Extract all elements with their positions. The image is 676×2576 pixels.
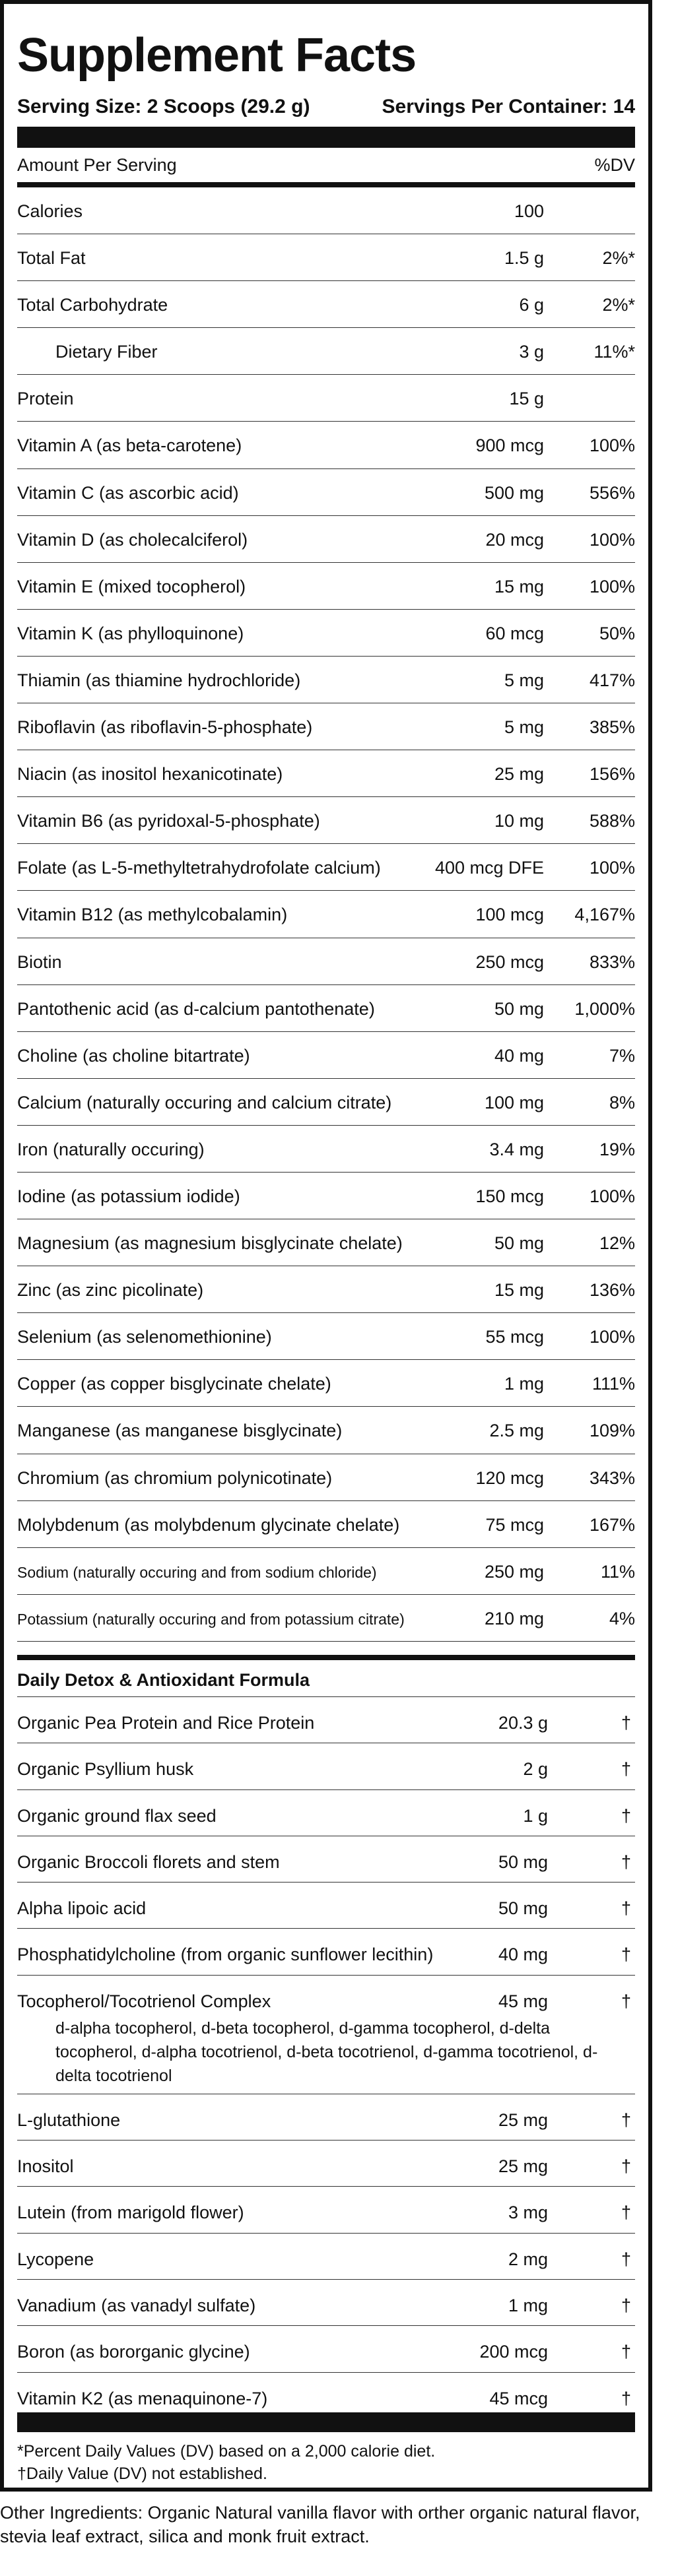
nutrient-row [17, 1313, 635, 1360]
nutrient-row [17, 516, 635, 563]
nutrient-row [17, 938, 635, 985]
nutrient-name: Niacin (as inositol hexanicotinate) [17, 764, 283, 785]
nutrient-amount: 20 mcg [485, 529, 544, 550]
nutrient-dv: 1,000% [574, 998, 635, 1019]
formula-row [17, 1697, 635, 1743]
nutrient-name: Total Fat [17, 248, 86, 269]
nutrient-dv: 2%* [602, 248, 635, 269]
nutrient-row [17, 1548, 635, 1595]
nutrient-name: Protein [17, 389, 74, 409]
nutrient-dv: 111% [592, 1374, 635, 1394]
nutrient-dv: 11%* [593, 342, 635, 362]
nutrient-dv: 8% [609, 1092, 635, 1112]
ingredient-amount: 1 mg [508, 2295, 548, 2315]
nutrient-row [17, 1032, 635, 1079]
nutrient-amount: 210 mg [484, 1608, 544, 1628]
ingredient-dv: † [621, 2249, 631, 2269]
nutrient-amount: 10 mg [494, 811, 544, 831]
ingredient-detail: d-alpha tocopherol, d-beta tocopherol, d-gamma tocopherol, d-delta tocopherol, d-alpha tocotrienol, d-beta tocotrienol, d-gamma tocotrienol, d-delta tocotrienol [55, 2018, 598, 2085]
serving-info [17, 94, 635, 120]
nutrient-amount: 400 mcg DFE [434, 858, 544, 878]
nutrient-dv: 100% [589, 576, 635, 596]
nutrient-row [17, 750, 635, 797]
nutrient-dv: 588% [589, 811, 635, 831]
nutrient-amount: 15 mg [494, 576, 544, 596]
formula-row [17, 1743, 635, 1789]
nutrient-name: Thiamin (as thiamine hydrochloride) [17, 670, 301, 690]
ingredient-dv: † [621, 1805, 631, 1826]
formula-row [17, 2234, 635, 2280]
nutrient-dv: 156% [589, 764, 635, 785]
nutrient-row [17, 1595, 635, 1642]
nutrient-amount: 75 mcg [485, 1514, 544, 1535]
nutrient-dv: 385% [589, 717, 635, 738]
nutrient-name: Selenium (as selenomethionine) [17, 1327, 272, 1347]
nutrient-row [17, 1079, 635, 1126]
ingredient-amount: 45 mcg [489, 2388, 548, 2408]
ingredient-dv: † [621, 2342, 631, 2362]
nutrient-amount: 100 [514, 201, 544, 221]
nutrient-row [17, 187, 635, 234]
nutrient-dv: 100% [589, 529, 635, 550]
panel-title: Supplement Facts [17, 29, 417, 82]
nutrient-row [17, 797, 635, 844]
ingredient-name: Tocopherol/Tocotrienol Complex [17, 1991, 271, 2011]
ingredient-amount: 2 mg [508, 2249, 548, 2269]
amount-per-serving-header: Amount Per Serving [17, 155, 177, 175]
ingredient-amount: 50 mg [498, 1852, 548, 1872]
ingredient-name: Organic Pea Protein and Rice Protein [17, 1713, 315, 1733]
nutrient-amount: 60 mcg [485, 623, 544, 643]
dv-header: %DV [594, 155, 635, 175]
formula-row [17, 1883, 635, 1929]
ingredient-name: Organic ground flax seed [17, 1805, 217, 1826]
formula-row [17, 2094, 635, 2141]
nutrient-name: Chromium (as chromium polynicotinate) [17, 1467, 333, 1488]
nutrient-name: Magnesium (as magnesium bisglycinate chelate) [17, 1233, 403, 1254]
nutrient-amount: 100 mcg [475, 905, 544, 925]
nutrient-amount: 250 mcg [475, 951, 544, 972]
nutrient-dv: 100% [589, 1327, 635, 1347]
servings-per-container: Servings Per Container: 14 [382, 96, 635, 117]
nutrient-dv: 11% [600, 1561, 635, 1582]
nutrient-amount: 120 mcg [475, 1467, 544, 1488]
nutrient-dv: 136% [589, 1280, 635, 1301]
nutrient-dv: 100% [589, 1186, 635, 1206]
ingredient-name: Lutein (from marigold flower) [17, 2203, 244, 2223]
ingredient-amount: 25 mg [498, 2109, 548, 2130]
column-header [17, 148, 635, 187]
formula-row [17, 2326, 635, 2372]
nutrient-name: Calories [17, 201, 83, 221]
ingredient-dv: † [621, 2295, 631, 2315]
nutrient-amount: 40 mg [494, 1045, 544, 1066]
nutrient-amount: 6 g [519, 295, 544, 315]
nutrient-row [17, 469, 635, 516]
formula-section-title: Daily Detox & Antioxidant Formula [17, 1655, 635, 1697]
formula-list [17, 1697, 635, 2419]
nutrient-name: Vitamin D (as cholecalciferol) [17, 529, 248, 550]
nutrient-dv: 167% [589, 1514, 635, 1535]
nutrient-row [17, 1126, 635, 1173]
nutrient-dv: 12% [599, 1233, 635, 1254]
nutrient-row [17, 1173, 635, 1219]
nutrient-row [17, 1266, 635, 1313]
dv-footnote: *Percent Daily Values (DV) based on a 2,000 calorie diet. [17, 2442, 436, 2461]
nutrient-dv: 109% [589, 1421, 635, 1441]
nutrient-amount: 900 mcg [475, 435, 544, 456]
nutrient-row [17, 657, 635, 703]
ingredient-name: Organic Broccoli florets and stem [17, 1852, 280, 1872]
formula-row [17, 1976, 635, 2094]
nutrient-dv: 343% [589, 1467, 635, 1488]
ingredient-amount: 50 mg [498, 1898, 548, 1919]
nutrient-dv: 100% [589, 435, 635, 456]
nutrient-name: Vitamin K (as phylloquinone) [17, 623, 244, 643]
nutrient-amount: 150 mcg [475, 1186, 544, 1206]
nutrient-amount: 15 mg [494, 1280, 544, 1301]
formula-row [17, 1836, 635, 1883]
serving-size: Serving Size: 2 Scoops (29.2 g) [17, 96, 310, 117]
ingredient-dv: † [621, 2156, 631, 2177]
ingredient-name: Phosphatidylcholine (from organic sunflower lecithin) [17, 1945, 434, 1965]
formula-row [17, 2280, 635, 2326]
nutrient-amount: 5 mg [504, 670, 544, 690]
ingredient-amount: 45 mg [498, 1991, 548, 2011]
thick-divider-bottom [17, 2412, 635, 2432]
nutrient-name: Iodine (as potassium iodide) [17, 1186, 240, 1206]
nutrient-row [17, 1219, 635, 1266]
nutrient-name: Iron (naturally occuring) [17, 1139, 205, 1159]
other-ingredients: Other Ingredients: Organic Natural vanilla flavor with orther organic natural flavor, stevia leaf extract, silica and monk fruit extract. [0, 2503, 640, 2546]
nutrient-dv: 4,167% [574, 905, 635, 925]
nutrient-amount: 250 mg [484, 1561, 544, 1582]
nutrient-name: Vitamin C (as ascorbic acid) [17, 482, 239, 503]
ingredient-amount: 25 mg [498, 2156, 548, 2177]
ingredient-amount: 40 mg [498, 1945, 548, 1965]
ingredient-dv: † [621, 2203, 631, 2223]
nutrient-name: Biotin [17, 951, 62, 972]
nutrient-row [17, 844, 635, 891]
nutrient-amount: 25 mg [494, 764, 544, 785]
ingredient-dv: † [621, 1991, 631, 2011]
nutrient-amount: 2.5 mg [489, 1421, 544, 1441]
ingredient-amount: 2 g [523, 1759, 548, 1780]
nutrient-name: Choline (as choline bitartrate) [17, 1045, 250, 1066]
nutrient-row [17, 891, 635, 938]
nutrient-row [17, 281, 635, 328]
nutrient-name: Sodium (naturally occuring and from sodium chloride) [17, 1563, 377, 1581]
nutrient-amount: 1.5 g [504, 248, 544, 269]
ingredient-name: Vanadium (as vanadyl sulfate) [17, 2295, 256, 2315]
ingredient-amount: 1 g [523, 1805, 548, 1826]
nutrient-row [17, 703, 635, 750]
nutrient-row [17, 1407, 635, 1454]
nutrient-row [17, 422, 635, 468]
ingredient-dv: † [621, 1852, 631, 1872]
ingredient-name: Organic Psyllium husk [17, 1759, 194, 1780]
nutrient-row [17, 234, 635, 281]
formula-row [17, 1929, 635, 1975]
dagger-footnote: †Daily Value (DV) not established. [17, 2464, 267, 2483]
ingredient-amount: 3 mg [508, 2203, 548, 2223]
ingredient-name: Lycopene [17, 2249, 94, 2269]
nutrient-name: Vitamin B6 (as pyridoxal-5-phosphate) [17, 811, 320, 831]
nutrient-amount: 50 mg [494, 1233, 544, 1254]
nutrient-row [17, 328, 635, 375]
nutrient-amount: 1 mg [504, 1374, 544, 1394]
nutrient-dv: 4% [609, 1608, 635, 1628]
nutrient-amount: 3 g [519, 342, 544, 362]
ingredient-dv: † [621, 1898, 631, 1919]
nutrient-name: Vitamin B12 (as methylcobalamin) [17, 905, 288, 925]
nutrient-name: Zinc (as zinc picolinate) [17, 1280, 204, 1301]
formula-row [17, 2187, 635, 2233]
nutrient-dv: 50% [599, 623, 635, 643]
nutrient-name: Molybdenum (as molybdenum glycinate chelate) [17, 1514, 400, 1535]
ingredient-name: Boron (as bororganic glycine) [17, 2342, 250, 2362]
nutrient-amount: 50 mg [494, 998, 544, 1019]
ingredient-amount: 20.3 g [498, 1713, 548, 1733]
nutrient-name: Copper (as copper bisglycinate chelate) [17, 1374, 331, 1394]
nutrient-name: Pantothenic acid (as d-calcium pantothenate) [17, 998, 375, 1019]
nutrient-row [17, 985, 635, 1032]
nutrient-list [17, 187, 635, 1642]
ingredient-dv: † [621, 1713, 631, 1733]
nutrient-row [17, 563, 635, 610]
nutrient-name: Vitamin A (as beta-carotene) [17, 435, 242, 456]
nutrient-name: Manganese (as manganese bisglycinate) [17, 1421, 343, 1441]
nutrient-name: Riboflavin (as riboflavin-5-phosphate) [17, 717, 313, 738]
ingredient-dv: † [621, 2388, 631, 2408]
thick-divider-top [17, 127, 635, 148]
nutrient-amount: 5 mg [504, 717, 544, 738]
ingredient-amount: 200 mcg [479, 2342, 548, 2362]
nutrient-dv: 556% [589, 482, 635, 503]
nutrient-amount: 15 g [509, 389, 544, 409]
nutrient-amount: 55 mcg [485, 1327, 544, 1347]
ingredient-name: Alpha lipoic acid [17, 1898, 147, 1919]
nutrient-dv: 2%* [602, 295, 635, 315]
nutrient-name: Potassium (naturally occuring and from potassium citrate) [17, 1610, 405, 1628]
nutrient-dv: 417% [589, 670, 635, 690]
nutrient-name: Total Carbohydrate [17, 295, 168, 315]
nutrient-row [17, 1360, 635, 1407]
ingredient-name: Vitamin K2 (as menaquinone-7) [17, 2388, 268, 2408]
ingredient-dv: † [621, 1759, 631, 1780]
nutrient-name: Vitamin E (mixed tocopherol) [17, 576, 246, 596]
nutrient-row [17, 610, 635, 657]
footnotes [17, 2440, 635, 2485]
nutrient-name: Folate (as L-5-methyltetrahydrofolate calcium) [17, 858, 381, 878]
nutrient-row [17, 1454, 635, 1501]
nutrient-name: Calcium (naturally occuring and calcium citrate) [17, 1092, 392, 1112]
nutrient-amount: 3.4 mg [489, 1139, 544, 1159]
formula-row [17, 1790, 635, 1836]
nutrient-row [17, 1501, 635, 1548]
ingredient-name: Inositol [17, 2156, 74, 2177]
nutrient-amount: 100 mg [484, 1092, 544, 1112]
nutrient-dv: 7% [609, 1045, 635, 1066]
nutrient-amount: 500 mg [484, 482, 544, 503]
nutrient-row [17, 375, 635, 422]
nutrient-dv: 100% [589, 858, 635, 878]
nutrient-dv: 833% [589, 951, 635, 972]
nutrient-name: Dietary Fiber [55, 342, 158, 362]
ingredient-dv: † [621, 2109, 631, 2130]
formula-row [17, 2141, 635, 2187]
ingredient-name: L-glutathione [17, 2109, 121, 2130]
ingredient-dv: † [621, 1945, 631, 1965]
nutrient-dv: 19% [599, 1139, 635, 1159]
